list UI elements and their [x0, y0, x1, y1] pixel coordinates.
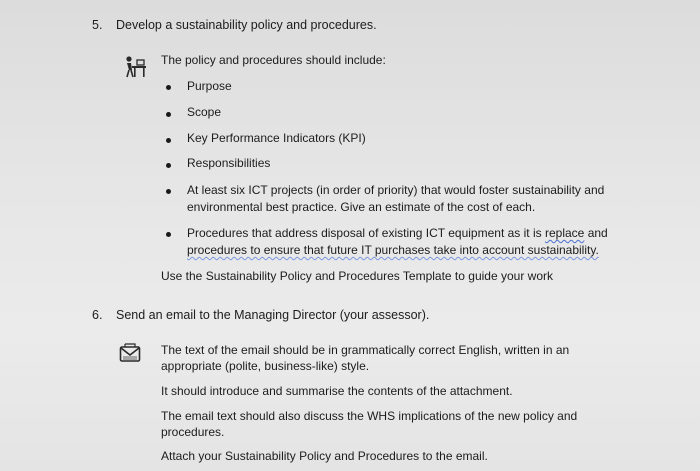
list-item-ict-projects-line2: environmental best practice. Give an estimate of the cost of each. [187, 200, 536, 214]
bullet-dot [166, 232, 171, 237]
list-item-responsibilities: Responsibilities [187, 156, 271, 170]
list-item-kpi: Key Performance Indicators (KPI) [187, 131, 366, 145]
section-5-heading: Develop a sustainability policy and procedures. [116, 18, 377, 32]
person-at-desk-icon [122, 55, 148, 81]
email-req-line5: procedures. [161, 425, 225, 439]
spellcheck-word[interactable]: replace [544, 226, 585, 240]
section-6-number: 6. [92, 308, 103, 322]
section-6-heading: Send an email to the Managing Director (your assessor). [116, 308, 430, 322]
section-5-number: 5. [92, 18, 103, 32]
list-item-purpose: Purpose [187, 79, 232, 93]
list-item-ict-projects-line1: At least six ICT projects (in order of priority) that would foster sustainability and [187, 183, 605, 197]
list-item-disposal-line1 [187, 225, 608, 242]
email-req-line6: Attach your Sustainability Policy and Procedures to the email. [161, 449, 488, 463]
email-req-line2: appropriate (polite, business-like) style. [161, 359, 370, 373]
bullet-dot [166, 112, 171, 117]
bullet-dot [166, 138, 171, 143]
bullet-dot [166, 189, 171, 194]
template-note: Use the Sustainability Policy and Procedures Template to guide your work [161, 269, 553, 283]
email-envelope-icon [119, 343, 141, 365]
email-req-line3: It should introduce and summarise the contents of the attachment. [161, 384, 513, 398]
disposal-text: Procedures that address disposal of existing ICT equipment as it is [187, 226, 542, 240]
section-5-intro: The policy and procedures should include: [161, 53, 386, 67]
bullet-dot [166, 85, 171, 90]
bullet-dot [166, 163, 171, 168]
list-item-scope: Scope [187, 105, 222, 119]
list-item-disposal-line2: procedures to ensure that future IT purchases take into account sustainability. [187, 243, 599, 257]
email-req-line1: The text of the email should be in grammatically correct English, written in an [161, 343, 570, 357]
disposal-text-and: and [587, 226, 608, 240]
email-req-line4: The email text should also discuss the WHS implications of the new policy and [161, 409, 578, 423]
